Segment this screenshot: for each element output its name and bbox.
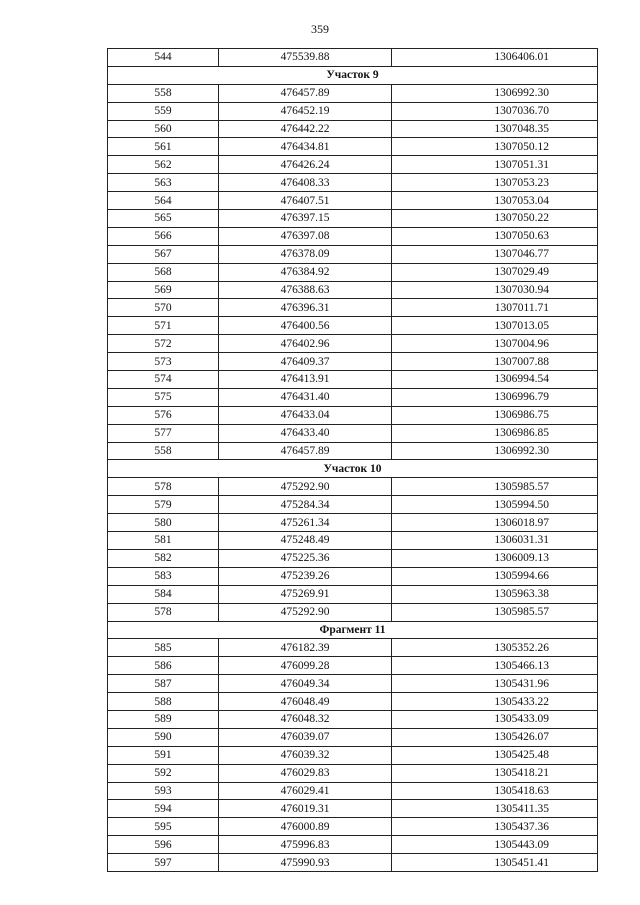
table-row [108, 371, 598, 389]
x-coordinate-cell: 476039.32 [219, 746, 392, 764]
x-coordinate-cell: 476408.33 [219, 174, 392, 192]
table-row [108, 299, 598, 317]
y-coordinate-cell: 1307004.96 [392, 335, 598, 353]
x-coordinate-cell: 476434.81 [219, 138, 392, 156]
section-title: Фрагмент 11 [108, 621, 598, 639]
x-coordinate-cell: 475239.26 [219, 567, 392, 585]
point-number-cell: 561 [108, 138, 219, 156]
x-coordinate-cell: 476048.32 [219, 710, 392, 728]
table-row [108, 532, 598, 550]
x-coordinate-cell: 476039.07 [219, 728, 392, 746]
x-coordinate-cell: 476457.89 [219, 84, 392, 102]
table-row [108, 210, 598, 228]
point-number-cell: 592 [108, 764, 219, 782]
point-number-cell: 580 [108, 514, 219, 532]
point-number-cell: 567 [108, 245, 219, 263]
table-row [108, 603, 598, 621]
y-coordinate-cell: 1305443.09 [392, 836, 598, 854]
y-coordinate-cell: 1305352.26 [392, 639, 598, 657]
table-row [108, 746, 598, 764]
section-title: Участок 10 [108, 460, 598, 478]
point-number-cell: 571 [108, 317, 219, 335]
point-number-cell: 594 [108, 800, 219, 818]
y-coordinate-cell: 1307011.71 [392, 299, 598, 317]
section-header-row [108, 621, 598, 639]
table-row [108, 728, 598, 746]
table-row [108, 49, 598, 67]
table-row [108, 353, 598, 371]
point-number-cell: 595 [108, 818, 219, 836]
x-coordinate-cell: 476029.83 [219, 764, 392, 782]
y-coordinate-cell: 1307050.22 [392, 210, 598, 228]
table-row [108, 496, 598, 514]
x-coordinate-cell: 475284.34 [219, 496, 392, 514]
x-coordinate-cell: 475269.91 [219, 585, 392, 603]
section-header-row [108, 66, 598, 84]
table-row [108, 174, 598, 192]
x-coordinate-cell: 476452.19 [219, 102, 392, 120]
point-number-cell: 562 [108, 156, 219, 174]
table-row [108, 639, 598, 657]
table-row [108, 693, 598, 711]
point-number-cell: 574 [108, 371, 219, 389]
x-coordinate-cell: 476400.56 [219, 317, 392, 335]
x-coordinate-cell: 476409.37 [219, 353, 392, 371]
y-coordinate-cell: 1307046.77 [392, 245, 598, 263]
x-coordinate-cell: 475248.49 [219, 532, 392, 550]
table-row [108, 764, 598, 782]
x-coordinate-cell: 475996.83 [219, 836, 392, 854]
table-row [108, 156, 598, 174]
section-header-row [108, 460, 598, 478]
table-row [108, 549, 598, 567]
point-number-cell: 566 [108, 227, 219, 245]
x-coordinate-cell: 475261.34 [219, 514, 392, 532]
point-number-cell: 560 [108, 120, 219, 138]
y-coordinate-cell: 1305418.63 [392, 782, 598, 800]
point-number-cell: 570 [108, 299, 219, 317]
y-coordinate-cell: 1307029.49 [392, 263, 598, 281]
y-coordinate-cell: 1306018.97 [392, 514, 598, 532]
table-row [108, 84, 598, 102]
y-coordinate-cell: 1306992.30 [392, 442, 598, 460]
y-coordinate-cell: 1305411.35 [392, 800, 598, 818]
x-coordinate-cell: 476426.24 [219, 156, 392, 174]
y-coordinate-cell: 1305466.13 [392, 657, 598, 675]
point-number-cell: 578 [108, 603, 219, 621]
x-coordinate-cell: 476099.28 [219, 657, 392, 675]
x-coordinate-cell: 476431.40 [219, 388, 392, 406]
table-row [108, 388, 598, 406]
point-number-cell: 586 [108, 657, 219, 675]
y-coordinate-cell: 1305426.07 [392, 728, 598, 746]
x-coordinate-cell: 476397.08 [219, 227, 392, 245]
table-row [108, 514, 598, 532]
table-row [108, 192, 598, 210]
y-coordinate-cell: 1305451.41 [392, 854, 598, 872]
point-number-cell: 569 [108, 281, 219, 299]
point-number-cell: 577 [108, 424, 219, 442]
table-row [108, 406, 598, 424]
y-coordinate-cell: 1305437.36 [392, 818, 598, 836]
point-number-cell: 596 [108, 836, 219, 854]
table-row [108, 335, 598, 353]
y-coordinate-cell: 1306994.54 [392, 371, 598, 389]
table-row [108, 657, 598, 675]
x-coordinate-cell: 476397.15 [219, 210, 392, 228]
y-coordinate-cell: 1305433.09 [392, 710, 598, 728]
point-number-cell: 579 [108, 496, 219, 514]
x-coordinate-cell: 475225.36 [219, 549, 392, 567]
table-row [108, 317, 598, 335]
table-row [108, 424, 598, 442]
table-row [108, 675, 598, 693]
y-coordinate-cell: 1307036.70 [392, 102, 598, 120]
point-number-cell: 559 [108, 102, 219, 120]
table-row [108, 585, 598, 603]
table-row [108, 567, 598, 585]
x-coordinate-cell: 475292.90 [219, 603, 392, 621]
table-row [108, 102, 598, 120]
x-coordinate-cell: 476378.09 [219, 245, 392, 263]
x-coordinate-cell: 476442.22 [219, 120, 392, 138]
point-number-cell: 576 [108, 406, 219, 424]
y-coordinate-cell: 1305963.38 [392, 585, 598, 603]
y-coordinate-cell: 1306986.75 [392, 406, 598, 424]
x-coordinate-cell: 475292.90 [219, 478, 392, 496]
y-coordinate-cell: 1307030.94 [392, 281, 598, 299]
table-row [108, 245, 598, 263]
point-number-cell: 588 [108, 693, 219, 711]
point-number-cell: 590 [108, 728, 219, 746]
x-coordinate-cell: 476413.91 [219, 371, 392, 389]
page-number: 359 [311, 22, 329, 36]
table-row [108, 478, 598, 496]
point-number-cell: 583 [108, 567, 219, 585]
x-coordinate-cell: 476182.39 [219, 639, 392, 657]
section-title: Участок 9 [108, 66, 598, 84]
y-coordinate-cell: 1305425.48 [392, 746, 598, 764]
y-coordinate-cell: 1305985.57 [392, 478, 598, 496]
x-coordinate-cell: 476396.31 [219, 299, 392, 317]
y-coordinate-cell: 1305433.22 [392, 693, 598, 711]
table-row [108, 818, 598, 836]
x-coordinate-cell: 476048.49 [219, 693, 392, 711]
table-row [108, 836, 598, 854]
point-number-cell: 593 [108, 782, 219, 800]
table-row [108, 120, 598, 138]
x-coordinate-cell: 476388.63 [219, 281, 392, 299]
point-number-cell: 589 [108, 710, 219, 728]
y-coordinate-cell: 1305985.57 [392, 603, 598, 621]
coordinates-table-body [108, 49, 598, 872]
y-coordinate-cell: 1307053.04 [392, 192, 598, 210]
table-row [108, 800, 598, 818]
x-coordinate-cell: 476384.92 [219, 263, 392, 281]
point-number-cell: 575 [108, 388, 219, 406]
y-coordinate-cell: 1305418.21 [392, 764, 598, 782]
y-coordinate-cell: 1307007.88 [392, 353, 598, 371]
table-row [108, 442, 598, 460]
table-row [108, 710, 598, 728]
point-number-cell: 572 [108, 335, 219, 353]
point-number-cell: 584 [108, 585, 219, 603]
y-coordinate-cell: 1305431.96 [392, 675, 598, 693]
x-coordinate-cell: 476402.96 [219, 335, 392, 353]
y-coordinate-cell: 1306996.79 [392, 388, 598, 406]
y-coordinate-cell: 1306031.31 [392, 532, 598, 550]
point-number-cell: 585 [108, 639, 219, 657]
point-number-cell: 581 [108, 532, 219, 550]
point-number-cell: 578 [108, 478, 219, 496]
y-coordinate-cell: 1305994.50 [392, 496, 598, 514]
x-coordinate-cell: 476433.04 [219, 406, 392, 424]
y-coordinate-cell: 1307053.23 [392, 174, 598, 192]
table-row [108, 782, 598, 800]
x-coordinate-cell: 476433.40 [219, 424, 392, 442]
x-coordinate-cell: 476019.31 [219, 800, 392, 818]
coordinates-table [107, 48, 598, 872]
x-coordinate-cell: 476457.89 [219, 442, 392, 460]
table-row [108, 281, 598, 299]
point-number-cell: 597 [108, 854, 219, 872]
point-number-cell: 591 [108, 746, 219, 764]
x-coordinate-cell: 476000.89 [219, 818, 392, 836]
point-number-cell: 587 [108, 675, 219, 693]
point-number-cell: 558 [108, 442, 219, 460]
y-coordinate-cell: 1307050.12 [392, 138, 598, 156]
y-coordinate-cell: 1307050.63 [392, 227, 598, 245]
table-row [108, 227, 598, 245]
x-coordinate-cell: 476029.41 [219, 782, 392, 800]
point-number-cell: 568 [108, 263, 219, 281]
point-number-cell: 582 [108, 549, 219, 567]
y-coordinate-cell: 1306986.85 [392, 424, 598, 442]
table-row [108, 263, 598, 281]
x-coordinate-cell: 475990.93 [219, 854, 392, 872]
y-coordinate-cell: 1307048.35 [392, 120, 598, 138]
point-number-cell: 563 [108, 174, 219, 192]
x-coordinate-cell: 476049.34 [219, 675, 392, 693]
point-number-cell: 558 [108, 84, 219, 102]
table-row [108, 854, 598, 872]
table-row [108, 138, 598, 156]
y-coordinate-cell: 1306009.13 [392, 549, 598, 567]
point-number-cell: 565 [108, 210, 219, 228]
y-coordinate-cell: 1306992.30 [392, 84, 598, 102]
x-coordinate-cell: 476407.51 [219, 192, 392, 210]
x-coordinate-cell: 475539.88 [219, 49, 392, 67]
y-coordinate-cell: 1307051.31 [392, 156, 598, 174]
point-number-cell: 564 [108, 192, 219, 210]
y-coordinate-cell: 1306406.01 [392, 49, 598, 67]
point-number-cell: 544 [108, 49, 219, 67]
y-coordinate-cell: 1307013.05 [392, 317, 598, 335]
y-coordinate-cell: 1305994.66 [392, 567, 598, 585]
point-number-cell: 573 [108, 353, 219, 371]
